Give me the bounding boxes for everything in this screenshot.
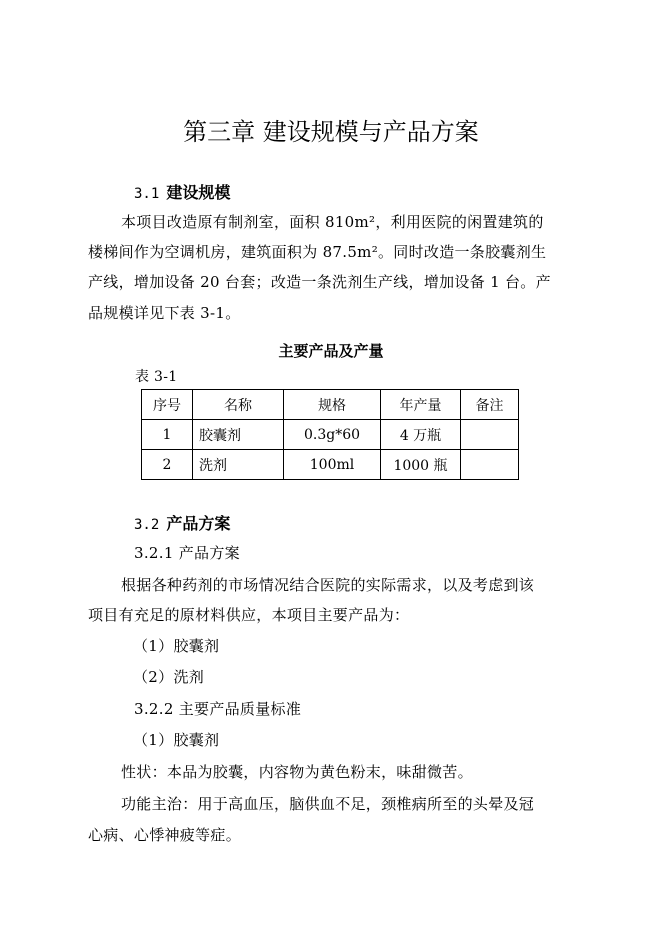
table-row <box>142 450 519 480</box>
table-header-row <box>142 390 519 420</box>
list-item: （1）胶囊剂 <box>133 637 220 655</box>
para1-line2: 楼梯间作为空调机房，建筑面积为 87.5m²。同时改造一条胶囊剂生 <box>88 243 547 261</box>
function-line1: 功能主治：用于高血压，脑供血不足，颈椎病所至的头晕及冠 <box>121 795 535 813</box>
para2-line1: 根据各种药剂的市场情况结合医院的实际需求，以及考虑到该 <box>121 576 535 594</box>
table-cell: 1 <box>142 420 193 450</box>
section-title: 建设规模 <box>166 183 231 202</box>
section-3-2-heading <box>134 511 230 534</box>
section-3-2-2-heading: 3.2.2 主要产品质量标准 <box>134 700 302 718</box>
section-3-1-heading <box>134 180 230 203</box>
para1-line1: 本项目改造原有制剂室，面积 810m²，利用医院的闲置建筑的 <box>121 213 544 231</box>
table-cell <box>461 450 519 480</box>
table-cell: 4 万瓶 <box>381 420 461 450</box>
header-cell: 序号 <box>142 390 193 420</box>
property-line: 性状：本品为胶囊，内容物为黄色粉末，味甜微苦。 <box>121 763 473 781</box>
function-line2: 心病、心悸神疲等症。 <box>88 826 242 844</box>
section-3-2-1-heading: 3.2.1 产品方案 <box>134 544 240 562</box>
para1-line4: 品规模详见下表 3-1。 <box>88 304 241 322</box>
table-cell: 洗剂 <box>193 450 284 480</box>
header-cell: 名称 <box>193 390 284 420</box>
table-cell <box>461 420 519 450</box>
table-label: 表 3-1 <box>135 369 178 385</box>
list-item: （1）胶囊剂 <box>133 731 220 749</box>
header-cell: 规格 <box>284 390 381 420</box>
chapter-title: 第三章 建设规模与产品方案 <box>183 118 479 146</box>
header-cell: 年产量 <box>381 390 461 420</box>
section-title: 产品方案 <box>166 514 231 533</box>
para1-line3: 产线，增加设备 20 台套；改造一条洗剂生产线，增加设备 1 台。产 <box>88 273 551 291</box>
section-number: 3.1 <box>134 186 160 202</box>
products-table <box>141 389 519 480</box>
table-cell: 胶囊剂 <box>193 420 284 450</box>
header-cell: 备注 <box>461 390 519 420</box>
table-cell: 1000 瓶 <box>381 450 461 480</box>
table-cell: 2 <box>142 450 193 480</box>
list-item: （2）洗剂 <box>133 668 205 686</box>
table-cell: 0.3g*60 <box>284 420 381 450</box>
table-row <box>142 420 519 450</box>
para2-line2: 项目有充足的原材料供应，本项目主要产品为： <box>88 606 410 624</box>
table-caption: 主要产品及产量 <box>278 342 384 360</box>
section-number: 3.2 <box>134 517 160 533</box>
table-cell: 100ml <box>284 450 381 480</box>
